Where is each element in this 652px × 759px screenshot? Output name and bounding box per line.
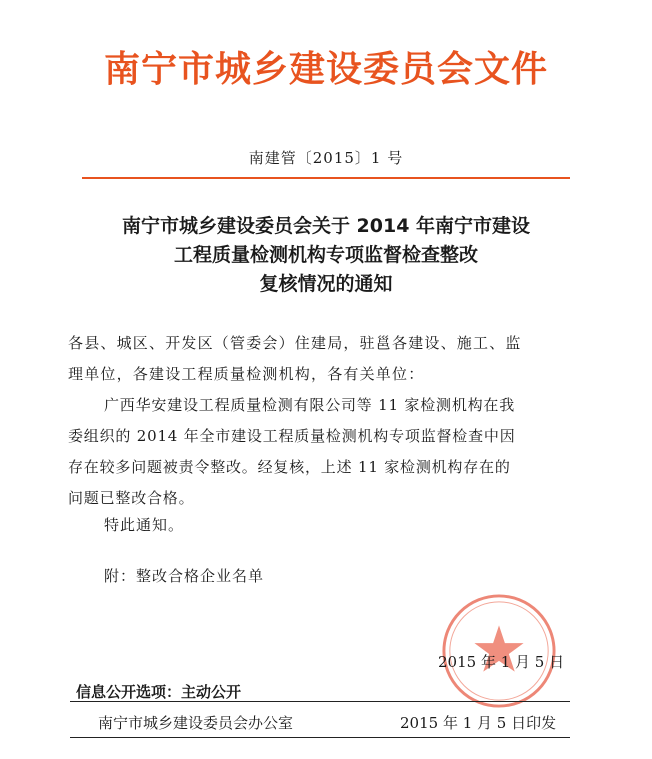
notice-title-line: 复核情况的通知 [259, 273, 393, 295]
issuing-authority-header: 南宁市城乡建设委员会文件 [103, 49, 548, 90]
red-divider [82, 177, 570, 179]
closing-line: 特此通知。 [104, 516, 185, 534]
notice-title-line: 南宁市城乡建设委员会关于 2014 年南宁市建设 [121, 215, 531, 237]
salutation-line: 理单位，各建设工程质量检测机构，各有关单位： [68, 365, 425, 383]
paragraph-line: 委组织的 2014 年全市建设工程质量检测机构专项监督检查中因 [68, 427, 516, 445]
paragraph-line: 存在较多问题被责令整改。经复核，上述 11 家检测机构存在的 [68, 458, 511, 476]
document-number: 南建管〔2015〕1 号 [248, 149, 404, 167]
paragraph-line: 问题已整改合格。 [68, 489, 195, 507]
salutation-line: 各县、城区、开发区（管委会）住建局，驻邕各建设、施工、监 [68, 334, 522, 352]
attachment-link[interactable]: 附：整改合格企业名单 [104, 567, 265, 585]
signing-date: 2015 年 1 月 5 日 [438, 653, 565, 671]
footer-rule [70, 701, 570, 702]
footer-rule [70, 737, 570, 738]
disclosure-option: 信息公开选项：主动公开 [76, 683, 242, 701]
notice-title-line: 工程质量检测机构专项监督检查整改 [173, 244, 478, 266]
issuing-office: 南宁市城乡建设委员会办公室 [98, 714, 294, 732]
print-date: 2015 年 1 月 5 日印发 [400, 714, 557, 732]
notice-title [0, 212, 652, 299]
paragraph-line: 广西华安建设工程质量检测有限公司等 11 家检测机构在我 [104, 396, 516, 414]
